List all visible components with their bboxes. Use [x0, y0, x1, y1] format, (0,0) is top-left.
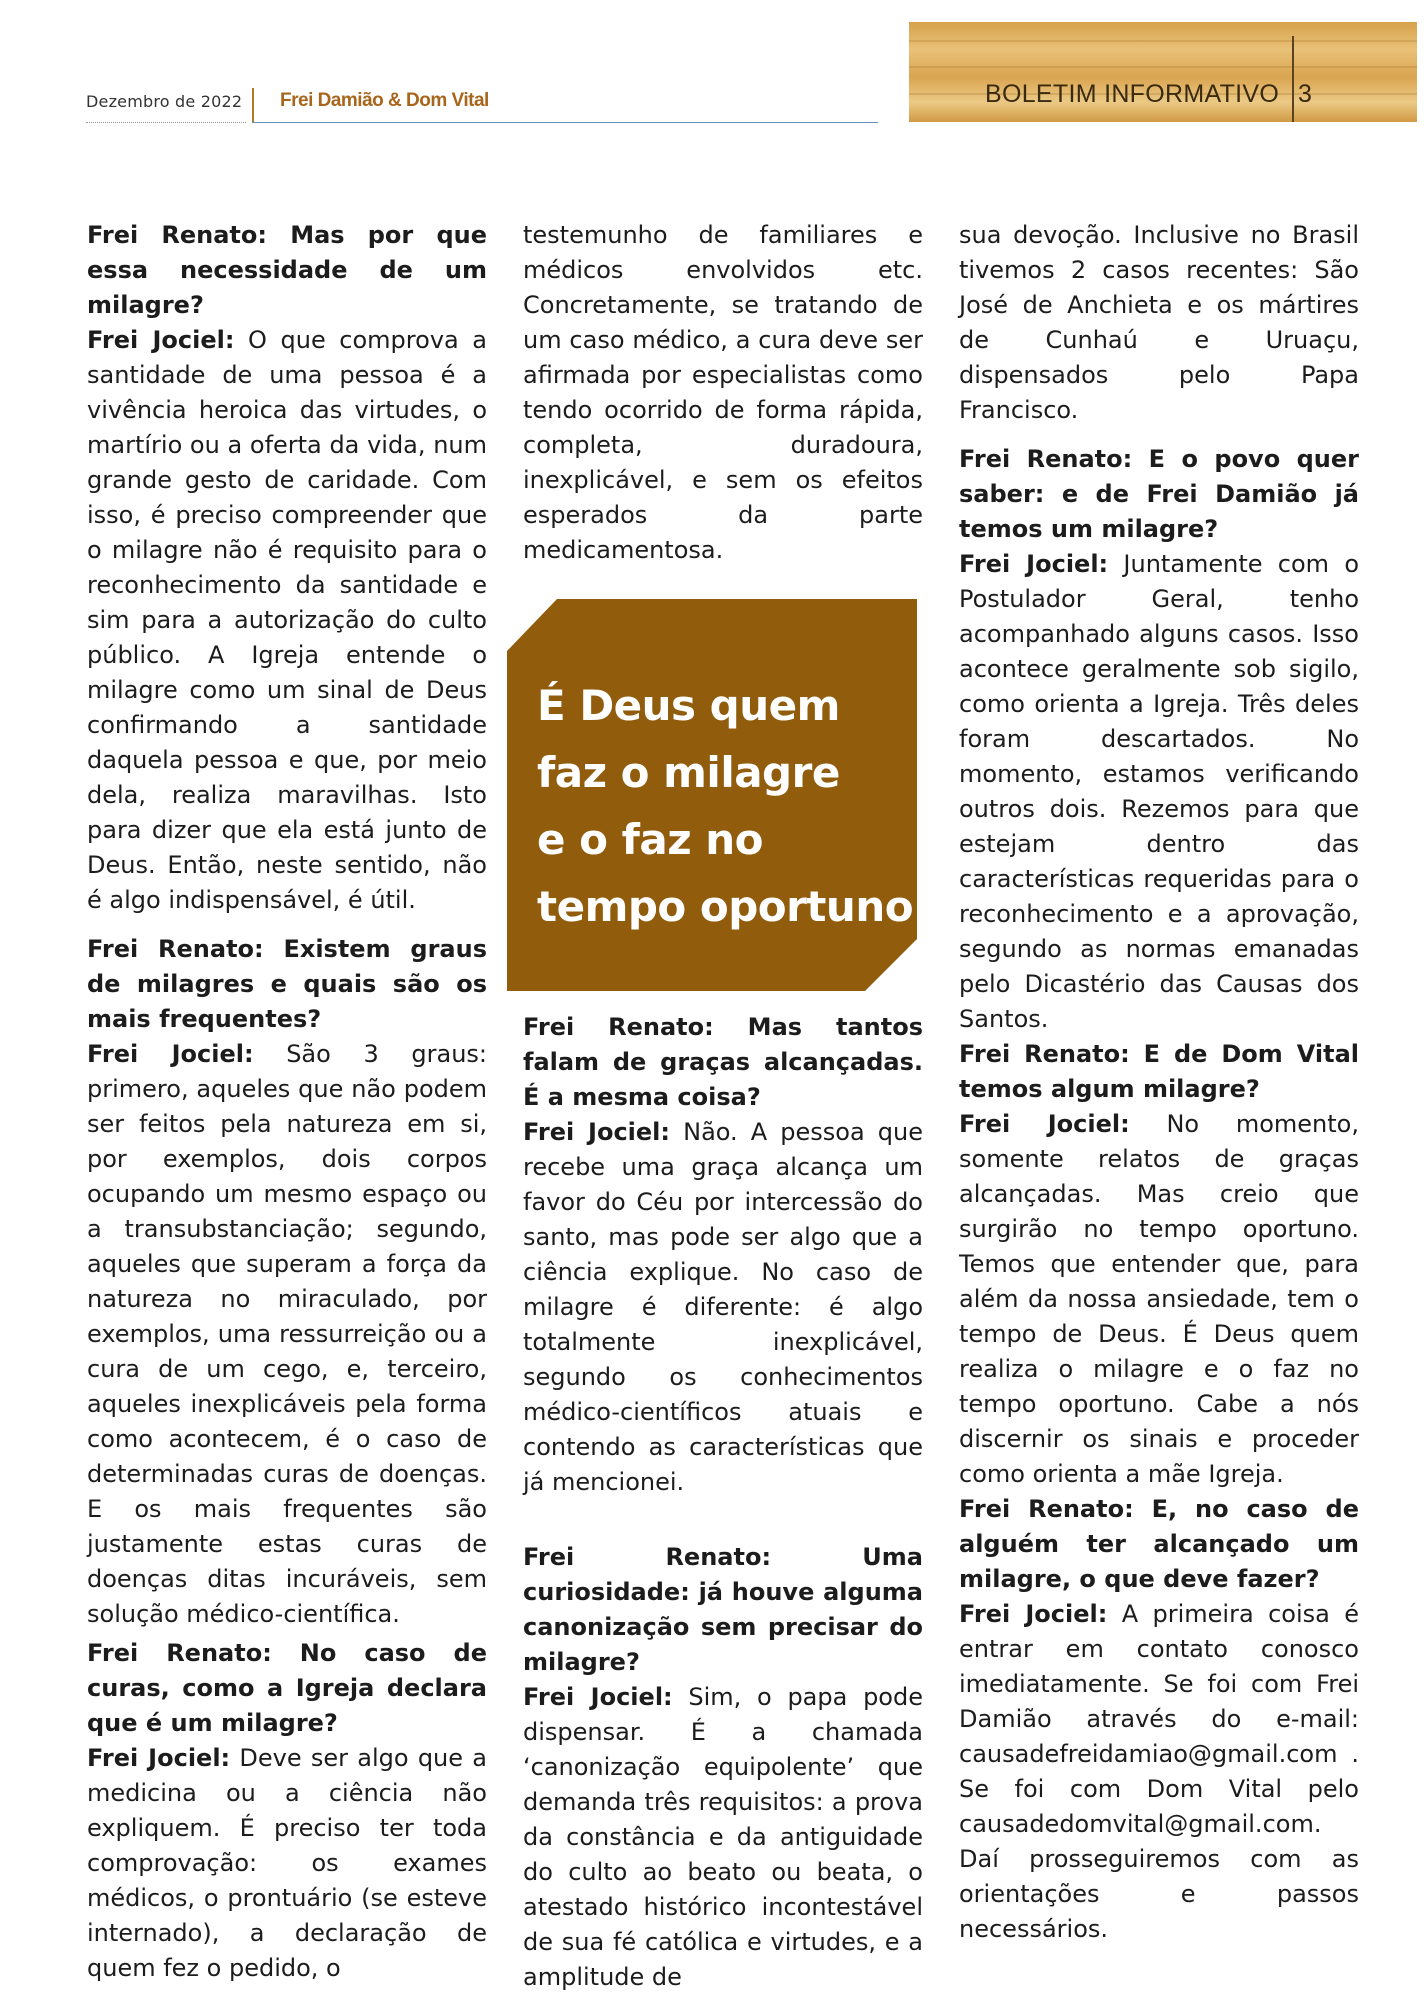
speaker-label: Frei Jociel:	[523, 1683, 673, 1711]
answer-text: Não. A pessoa que recebe uma graça alcança um favor do Céu por intercessão do santo, mas pode ser algo que a ciência explique. No caso de milagre é diferente: é algo totalmente inexplicável, segundo os conhecimentos médico-científicos atuais e contendo as características que já mencionei.	[523, 1118, 924, 1496]
answer-text: No momento, somente relatos de graças alcançadas. Mas creio que surgirão no tempo oportuno. Temos que entender que, para além da nossa ansiedade, tem o tempo de Deus. É Deus quem realiza o milagre e o faz no tempo oportuno. Cabe a nós discernir os sinais e proceder como orienta a mãe Igreja.	[959, 1110, 1359, 1488]
speaker-label: Frei Jociel:	[959, 550, 1109, 578]
answer-paragraph	[523, 1115, 923, 1500]
column-1	[87, 218, 487, 2000]
bulletin-divider	[1292, 36, 1294, 122]
answer-paragraph	[959, 1107, 1359, 1492]
answer-paragraph	[959, 1597, 1359, 1842]
answer-text: São 3 graus: primero, aqueles que não podem ser feitos pela natureza em si, por exemplos, dois corpos ocupando um mesmo espaço ou a transubstanciação; segundo, aqueles que superam a força da natureza no miraculado, por exemplos, uma ressurreição ou a cura de um cego, e, terceiro, aqueles inexplicáveis pela forma como acontecem, é o caso de determinadas curas de doenças. E os mais frequentes são justamente estas curas de doenças ditas incuráveis, sem solução médico-científica.	[87, 1040, 487, 1628]
answer-text: A primeira coisa é entrar em contato conosco imediatamente. Se foi com Frei Damião através do e-mail: causadefreidamiao@gmail.com . Se foi com Dom Vital pelo causadedomvital@gmail.com.	[959, 1600, 1359, 1838]
page-number: 3	[1298, 80, 1312, 108]
answer-paragraph	[87, 1037, 487, 1632]
speaker-label: Frei Jociel:	[87, 1744, 231, 1772]
brand-logo-text: Frei Damião & Dom Vital	[280, 90, 489, 111]
paragraph-gap	[523, 1500, 923, 1540]
question-heading: Frei Renato: Existem graus de milagres e quais são os mais frequentes?	[87, 935, 487, 1033]
pull-quote-line: tempo oportuno.	[537, 882, 929, 931]
speaker-label: Frei Jociel:	[87, 1040, 254, 1068]
answer-paragraph	[959, 547, 1359, 1037]
answer-text: Deve ser algo que a medicina ou a ciência não expliquem. É preciso ter toda comprovação: os exames médicos, o prontuário (se esteve internado), a declaração de quem fez o pedido, o	[87, 1744, 487, 1982]
closing-paragraph: Daí prosseguiremos com as orientações e passos necessários.	[959, 1845, 1359, 1943]
question-heading: Frei Renato: No caso de curas, como a Igreja declara que é um milagre?	[87, 1639, 487, 1737]
question-heading: Frei Renato: Uma curiosidade: já houve alguma canonização sem precisar do milagre?	[523, 1543, 923, 1676]
answer-paragraph	[87, 323, 487, 918]
issue-date: Dezembro de 2022	[86, 92, 243, 111]
pull-quote-line: e o faz no	[537, 815, 764, 864]
speaker-label: Frei Jociel:	[87, 326, 235, 354]
answer-text: Juntamente com o Postulador Geral, tenho acompanhado alguns casos. Isso acontece geralmente sob sigilo, como orienta a Igreja. Três deles foram descartados. No momento, estamos verificando outros dois. Rezemos para que estejam dentro das características requeridas para o reconhecimento e a aprovação, segundo as normas emanadas pelo Dicastério das Causas dos Santos.	[959, 550, 1359, 1033]
answer-text: O que comprova a santidade de uma pessoa é a vivência heroica das virtudes, o martírio ou a oferta da vida, num grande gesto de caridade. Com isso, é preciso compreender que o milagre não é requisito para o reconhecimento da santidade e sim para a autorização do culto público. A Igreja entende o milagre como um sinal de Deus confirmando a santidade daquela pessoa e que, por meio dela, realiza maravilhas. Isto para dizer que ela está junto de Deus. Então, neste sentido, não é algo indispensável, é útil.	[87, 326, 488, 914]
speaker-label: Frei Jociel:	[959, 1600, 1108, 1628]
bulletin-title: BOLETIM INFORMATIVO	[985, 80, 1280, 108]
header-divider	[252, 88, 254, 122]
question-heading: Frei Renato: E, no caso de alguém ter alcançado um milagre, o que deve fazer?	[959, 1495, 1359, 1593]
column-3	[959, 218, 1359, 1961]
column-2-top	[523, 218, 923, 568]
question-heading: Frei Renato: E o povo quer saber: e de Frei Damião já temos um milagre?	[959, 445, 1359, 543]
continued-text: sua devoção. Inclusive no Brasil tivemos 2 casos recentes: São José de Anchieta e os mártires de Cunhaú e Uruaçu, dispensados pelo Papa Francisco.	[959, 221, 1359, 424]
date-underline	[86, 122, 246, 123]
question-heading: Frei Renato: Mas tantos falam de graças alcançadas. É a mesma coisa?	[523, 1013, 923, 1111]
question-heading: Frei Renato: Mas por que essa necessidade de um milagre?	[87, 221, 487, 319]
continued-text: testemunho de familiares e médicos envolvidos etc. Concretamente, se tratando de um caso médico, a cura deve ser afirmada por especialistas como tendo ocorrido de forma rápida, completa, duradoura, inexplicável, e sem os efeitos esperados da parte medicamentosa.	[523, 221, 923, 564]
question-heading: Frei Renato: E de Dom Vital temos algum milagre?	[959, 1040, 1359, 1103]
speaker-label: Frei Jociel:	[523, 1118, 671, 1146]
column-2-bottom	[523, 1010, 923, 1995]
header-rule	[252, 122, 878, 123]
answer-paragraph	[87, 1741, 487, 1986]
pull-quote-line: É Deus quem	[537, 681, 840, 730]
pull-quote-line: faz o milagre	[537, 748, 840, 797]
answer-text: Sim, o papa pode dispensar. É a chamada ‘canonização equipolente’ que demanda três requisitos: a prova da constância e da antiguidade do culto ao beato ou beata, o atestado histórico incontestável de sua fé católica e virtudes, e a amplitude de	[523, 1683, 923, 1991]
speaker-label: Frei Jociel:	[959, 1110, 1130, 1138]
pull-quote	[537, 672, 929, 940]
answer-paragraph	[523, 1680, 923, 1995]
